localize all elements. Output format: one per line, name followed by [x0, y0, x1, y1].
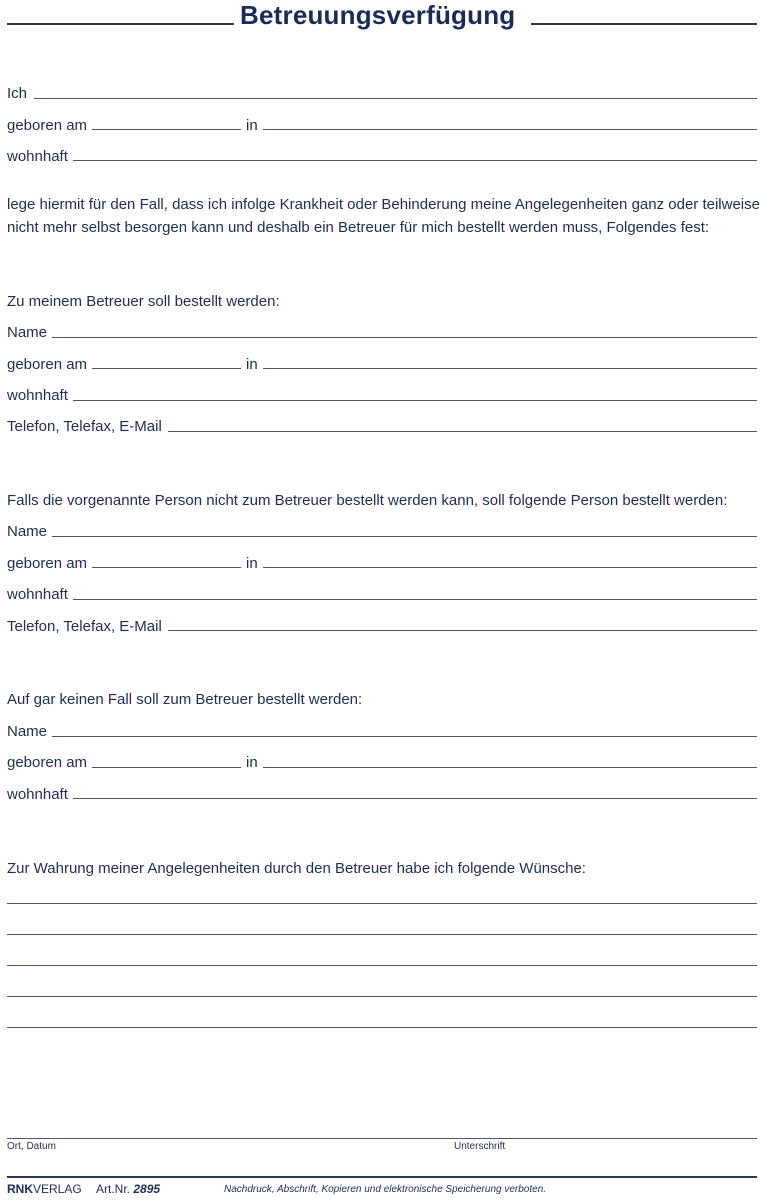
section2-in-label: in	[246, 555, 258, 572]
section3-name-field[interactable]	[52, 736, 757, 737]
geboren-label: geboren am	[7, 117, 88, 134]
section1-in-label: in	[246, 356, 258, 373]
section3-heading: Auf gar keinen Fall soll zum Betreuer bestellt werden:	[7, 691, 363, 708]
ich-field[interactable]	[34, 98, 757, 99]
section1-birthplace-field[interactable]	[263, 368, 757, 369]
geboren-field[interactable]	[92, 129, 241, 130]
wishes-line[interactable]	[7, 1027, 757, 1028]
ich-label: Ich	[7, 85, 28, 102]
wishes-line[interactable]	[7, 903, 757, 904]
wishes-line[interactable]	[7, 996, 757, 997]
intro-paragraph-line1: lege hiermit für den Fall, dass ich infolge Krankheit oder Behinderung meine Angelegenheiten ganz oder teilweise	[7, 196, 760, 213]
section2-name-field[interactable]	[52, 536, 757, 537]
section2-birthplace-field[interactable]	[263, 567, 757, 568]
art-number: 2895	[133, 1182, 161, 1196]
section1-contact-field[interactable]	[168, 431, 757, 432]
signature-rule[interactable]	[7, 1138, 757, 1139]
section1-name-field[interactable]	[52, 337, 757, 338]
wishes-line[interactable]	[7, 934, 757, 935]
section2-name-label: Name	[7, 523, 48, 540]
page-title: Betreuungsverfügung	[240, 0, 516, 30]
section3-geboren-field[interactable]	[92, 767, 241, 768]
section3-birthplace-field[interactable]	[263, 767, 757, 768]
section2-wohnhaft-field[interactable]	[73, 599, 757, 600]
section1-heading: Zu meinem Betreuer soll bestellt werden:	[7, 293, 280, 310]
section3-name-label: Name	[7, 723, 48, 740]
article-number	[96, 1182, 160, 1196]
in-label: in	[246, 117, 258, 134]
copyright-notice: Nachdruck, Abschrift, Kopieren und elektronische Speicherung verboten.	[224, 1184, 547, 1195]
section3-in-label: in	[246, 754, 258, 771]
section1-geboren-label: geboren am	[7, 356, 88, 373]
section1-geboren-field[interactable]	[92, 368, 241, 369]
section3-wohnhaft-label: wohnhaft	[7, 786, 68, 803]
brand-rest: VERLAG	[33, 1182, 82, 1196]
section2-contact-label: Telefon, Telefax, E-Mail	[7, 618, 162, 635]
birthplace-field[interactable]	[263, 129, 757, 130]
footer-rule	[7, 1176, 757, 1178]
section1-wohnhaft-label: wohnhaft	[7, 387, 68, 404]
publisher-logo	[7, 1182, 82, 1196]
section2-heading: Falls die vorgenannte Person nicht zum Betreuer bestellt werden kann, soll folgende Person bestellt werden:	[7, 492, 728, 509]
section2-contact-field[interactable]	[168, 630, 757, 631]
section1-name-label: Name	[7, 324, 48, 341]
section1-contact-label: Telefon, Telefax, E-Mail	[7, 418, 162, 435]
section3-wohnhaft-field[interactable]	[73, 798, 757, 799]
wishes-line[interactable]	[7, 965, 757, 966]
wishes-heading: Zur Wahrung meiner Angelegenheiten durch den Betreuer habe ich folgende Wünsche:	[7, 860, 586, 877]
section2-wohnhaft-label: wohnhaft	[7, 586, 68, 603]
art-label: Art.Nr.	[96, 1182, 131, 1196]
section2-geboren-field[interactable]	[92, 567, 241, 568]
signature-label: Unterschrift	[454, 1141, 506, 1152]
section3-geboren-label: geboren am	[7, 754, 88, 771]
place-date-label: Ort, Datum	[7, 1141, 56, 1152]
intro-paragraph-line2: nicht mehr selbst besorgen kann und deshalb ein Betreuer für mich bestellt werden muss, Folgendes fest:	[7, 219, 710, 236]
section2-geboren-label: geboren am	[7, 555, 88, 572]
brand-bold: RNK	[7, 1182, 33, 1196]
title-rule-right	[531, 23, 757, 25]
wohnhaft-label: wohnhaft	[7, 148, 68, 165]
wohnhaft-field[interactable]	[73, 160, 757, 161]
title-rule-left	[7, 23, 234, 25]
section1-wohnhaft-field[interactable]	[73, 400, 757, 401]
